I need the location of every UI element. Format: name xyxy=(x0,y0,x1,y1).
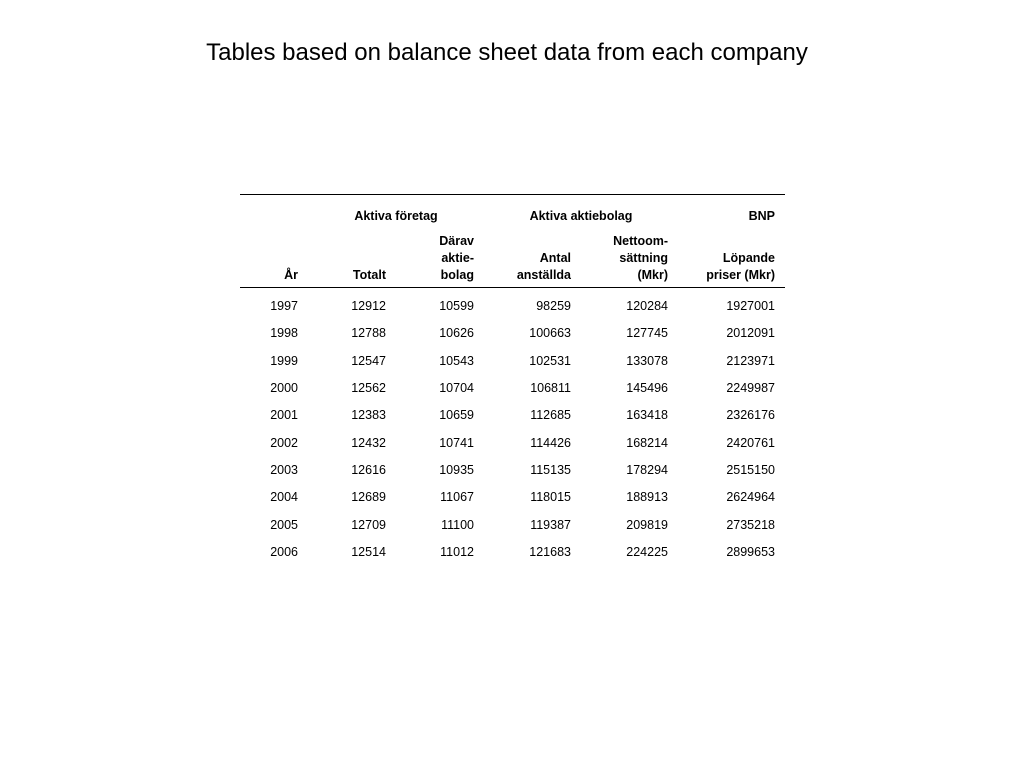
column-header-total xyxy=(308,229,396,288)
column-header-bnp-line-1: Löpande xyxy=(722,251,775,265)
group-header-aktiva-foretag: Aktiva företag xyxy=(354,209,438,223)
cell-aktiebolag: 11067 xyxy=(440,490,474,505)
table-top-rule xyxy=(240,195,785,208)
cell-bnp: 2249987 xyxy=(726,381,775,396)
cell-aktiebolag: 11012 xyxy=(440,544,474,559)
cell-nettoomsattning: 168214 xyxy=(626,435,668,450)
cell-total: 12562 xyxy=(351,381,386,396)
cell-total: 12788 xyxy=(351,326,386,341)
cell-year: 2003 xyxy=(270,462,298,477)
table-row xyxy=(240,511,785,538)
cell-aktiebolag: 10704 xyxy=(439,381,474,396)
cell-bnp: 2735218 xyxy=(726,517,775,532)
column-header-nettoomsattning xyxy=(581,229,678,288)
cell-total: 12709 xyxy=(351,517,386,532)
cell-aktiebolag: 10659 xyxy=(439,408,474,423)
cell-nettoomsattning: 127745 xyxy=(626,326,668,341)
cell-aktiebolag: 10543 xyxy=(439,353,474,368)
cell-nettoomsattning: 224225 xyxy=(626,544,668,559)
column-header-year xyxy=(240,229,308,288)
cell-total: 12616 xyxy=(351,462,386,477)
cell-nettoomsattning: 178294 xyxy=(626,462,668,477)
table-row xyxy=(240,348,785,375)
cell-aktiebolag: 11100 xyxy=(441,517,474,532)
cell-anstallda: 98259 xyxy=(536,299,571,314)
cell-aktiebolag: 10935 xyxy=(439,462,474,477)
column-header-bnp xyxy=(678,229,785,288)
column-header-total-line: Totalt xyxy=(352,268,386,282)
cell-year: 1999 xyxy=(270,353,298,368)
table-row xyxy=(240,539,785,566)
table-row xyxy=(240,484,785,511)
table-row xyxy=(240,288,785,321)
column-header-anstallda-line-1: Antal xyxy=(539,251,571,265)
column-header-nettoomsattning-line-3: (Mkr) xyxy=(637,268,668,282)
cell-year: 2006 xyxy=(270,544,298,559)
cell-anstallda: 121683 xyxy=(529,544,571,559)
group-header-empty xyxy=(240,207,308,229)
cell-aktiebolag: 10599 xyxy=(439,299,474,314)
cell-total: 12383 xyxy=(351,408,386,423)
column-header-aktiebolag-line-3: bolag xyxy=(440,268,474,282)
cell-nettoomsattning: 163418 xyxy=(626,408,668,423)
cell-aktiebolag: 10626 xyxy=(439,326,474,341)
column-header-aktiebolag-line-2: aktie- xyxy=(441,251,474,265)
cell-nettoomsattning: 188913 xyxy=(626,490,668,505)
column-header-anstallda xyxy=(484,229,581,288)
cell-year: 2002 xyxy=(270,435,298,450)
cell-total: 12547 xyxy=(351,353,386,368)
table-row xyxy=(240,402,785,429)
table-row xyxy=(240,375,785,402)
cell-nettoomsattning: 133078 xyxy=(626,353,668,368)
column-header-aktiebolag xyxy=(396,229,484,288)
cell-anstallda: 106811 xyxy=(530,381,571,396)
cell-total: 12432 xyxy=(351,435,386,450)
cell-total: 12689 xyxy=(351,490,386,505)
group-header-row xyxy=(240,207,785,229)
cell-anstallda: 100663 xyxy=(529,326,571,341)
table-row xyxy=(240,457,785,484)
column-header-anstallda-line-2: anställda xyxy=(516,268,571,282)
cell-nettoomsattning: 120284 xyxy=(626,299,668,314)
cell-year: 2001 xyxy=(270,408,298,423)
column-header-nettoomsattning-line-2: sättning xyxy=(619,251,668,265)
column-header-aktiebolag-line-1: Därav xyxy=(439,234,474,248)
cell-bnp: 2326176 xyxy=(726,408,775,423)
cell-anstallda: 119387 xyxy=(530,517,571,532)
cell-year: 2005 xyxy=(270,517,298,532)
column-header-nettoomsattning-line-1: Nettoom- xyxy=(613,234,668,248)
cell-year: 2004 xyxy=(270,490,298,505)
cell-year: 1998 xyxy=(270,326,298,341)
cell-bnp: 2420761 xyxy=(726,435,775,450)
cell-anstallda: 102531 xyxy=(529,353,571,368)
cell-bnp: 2899653 xyxy=(726,544,775,559)
cell-bnp: 1927001 xyxy=(726,299,775,314)
cell-year: 1997 xyxy=(270,299,298,314)
cell-bnp: 2123971 xyxy=(726,353,775,368)
group-header-bnp: BNP xyxy=(748,209,775,223)
cell-total: 12912 xyxy=(351,299,386,314)
cell-anstallda: 112685 xyxy=(530,408,571,423)
column-header-row xyxy=(240,229,785,288)
cell-anstallda: 115135 xyxy=(530,462,571,477)
column-header-bnp-line-2: priser (Mkr) xyxy=(706,268,775,282)
page-title: Tables based on balance sheet data from each company xyxy=(206,39,808,66)
cell-anstallda: 118015 xyxy=(530,490,571,505)
cell-nettoomsattning: 209819 xyxy=(626,517,668,532)
cell-anstallda: 114426 xyxy=(530,435,571,450)
cell-bnp: 2012091 xyxy=(726,326,775,341)
cell-aktiebolag: 10741 xyxy=(439,435,474,450)
cell-total: 12514 xyxy=(351,544,386,559)
group-header-aktiva-aktiebolag: Aktiva aktiebolag xyxy=(529,209,633,223)
balance-sheet-table xyxy=(240,194,785,566)
cell-bnp: 2515150 xyxy=(726,462,775,477)
cell-year: 2000 xyxy=(270,381,298,396)
table-row xyxy=(240,320,785,347)
cell-bnp: 2624964 xyxy=(726,490,775,505)
column-header-year-line: År xyxy=(284,268,298,282)
cell-nettoomsattning: 145496 xyxy=(626,381,668,396)
table-body xyxy=(240,288,785,566)
table-row xyxy=(240,429,785,456)
